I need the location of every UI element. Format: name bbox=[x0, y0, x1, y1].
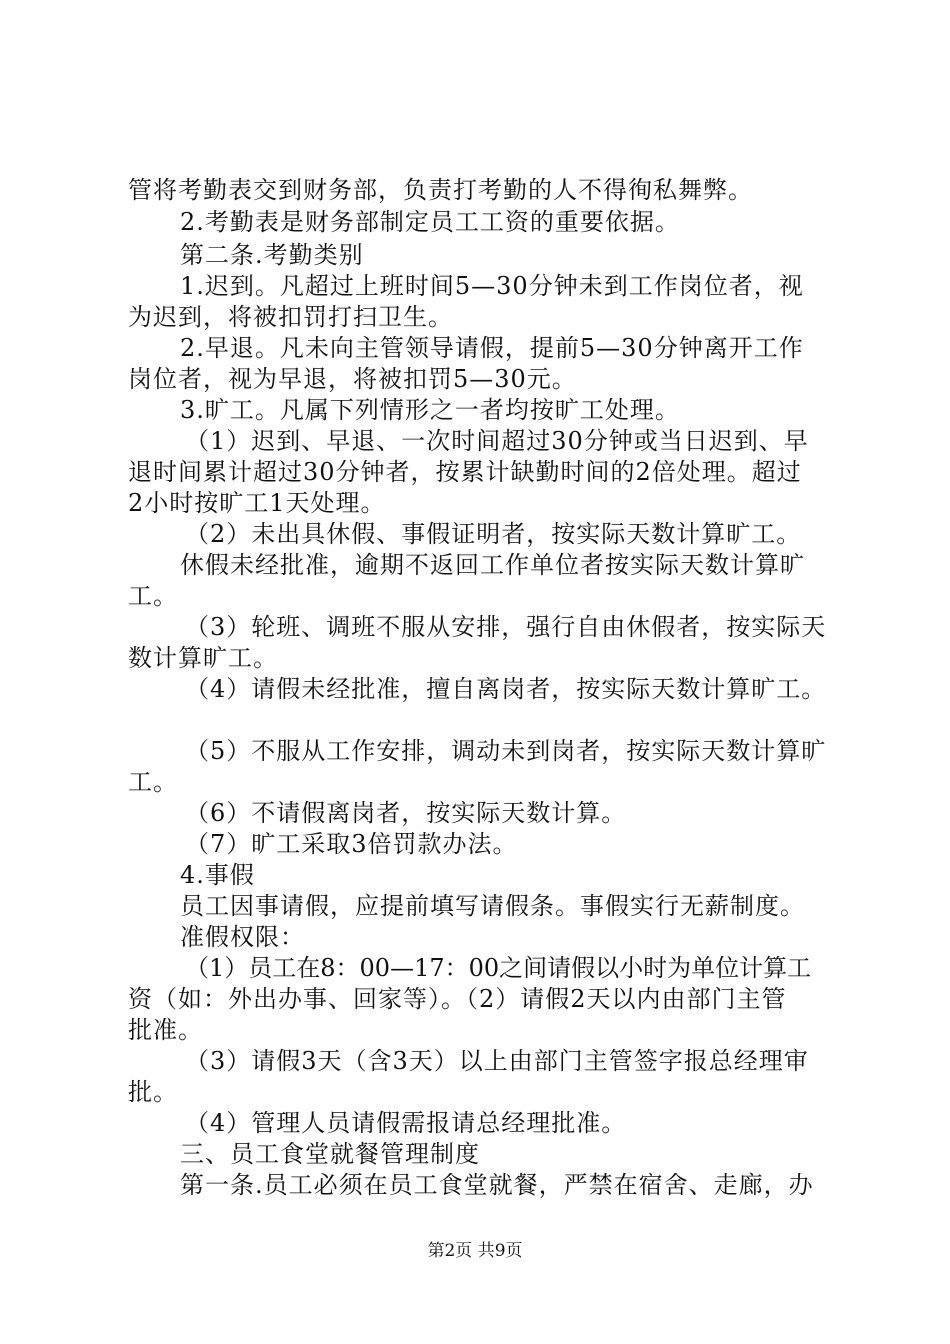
text-line: 员工因事请假，应提前填写请假条。事假实行无薪制度。 bbox=[180, 892, 805, 920]
text-line: 数计算旷工。 bbox=[128, 644, 278, 672]
section-heading: 4.事假 bbox=[180, 861, 255, 889]
text-line: （7）旷工采取3倍罚款办法。 bbox=[185, 830, 518, 858]
text-line: 1.迟到。凡超过上班时间5—30分钟未到工作岗位者，视 bbox=[180, 272, 804, 300]
text-line: （1）员工在8：00—17：00之间请假以小时为单位计算工 bbox=[185, 954, 812, 982]
text-line: 准假权限： bbox=[180, 923, 305, 951]
text-line: （4）请假未经批准，擅自离岗者，按实际天数计算旷工。 bbox=[185, 675, 827, 703]
page-number: 第2页 共9页 bbox=[427, 1241, 523, 1261]
text-line: 2.早退。凡未向主管领导请假，提前5—30分钟离开工作 bbox=[180, 334, 804, 362]
text-line: 第一条.员工必须在员工食堂就餐，严禁在宿舍、走廊，办 bbox=[180, 1171, 814, 1199]
text-line: （4）管理人员请假需报请总经理批准。 bbox=[185, 1109, 627, 1137]
text-line: 休假未经批准，逾期不返回工作单位者按实际天数计算旷 bbox=[180, 551, 805, 579]
section-heading: 第二条.考勤类别 bbox=[180, 241, 364, 269]
text-line: 批。 bbox=[128, 1078, 178, 1106]
text-line: 批准。 bbox=[128, 1016, 203, 1044]
section-heading: 三、员工食堂就餐管理制度 bbox=[180, 1140, 480, 1168]
text-line: 岗位者，视为早退，将被扣罚5—30元。 bbox=[128, 365, 577, 393]
text-line: 2.考勤表是财务部制定员工工资的重要依据。 bbox=[180, 208, 680, 236]
text-line: 2小时按旷工1天处理。 bbox=[128, 489, 386, 517]
text-line: 工。 bbox=[128, 582, 178, 610]
text-line: （5）不服从工作安排，调动未到岗者，按实际天数计算旷 bbox=[185, 737, 827, 765]
text-line: 工。 bbox=[128, 768, 178, 796]
text-line: （3）请假3天（含3天）以上由部门主管签字报总经理审 bbox=[185, 1047, 809, 1075]
text-line: （3）轮班、调班不服从安排，强行自由休假者，按实际天 bbox=[185, 613, 827, 641]
text-line: 3.旷工。凡属下列情形之一者均按旷工处理。 bbox=[180, 396, 680, 424]
text-line: 退时间累计超过30分钟者，按累计缺勤时间的2倍处理。超过 bbox=[128, 458, 802, 486]
text-line: （2）未出具休假、事假证明者，按实际天数计算旷工。 bbox=[185, 520, 802, 548]
text-line: 管将考勤表交到财务部，负责打考勤的人不得徇私舞弊。 bbox=[128, 176, 753, 204]
text-line: 为迟到，将被扣罚打扫卫生。 bbox=[128, 303, 453, 331]
text-line: 资（如：外出办事、回家等）。（2）请假2天以内由部门主管 bbox=[128, 985, 787, 1013]
text-line: （6）不请假离岗者，按实际天数计算。 bbox=[185, 799, 627, 827]
text-line: （1）迟到、早退、一次时间超过30分钟或当日迟到、早 bbox=[185, 427, 809, 455]
